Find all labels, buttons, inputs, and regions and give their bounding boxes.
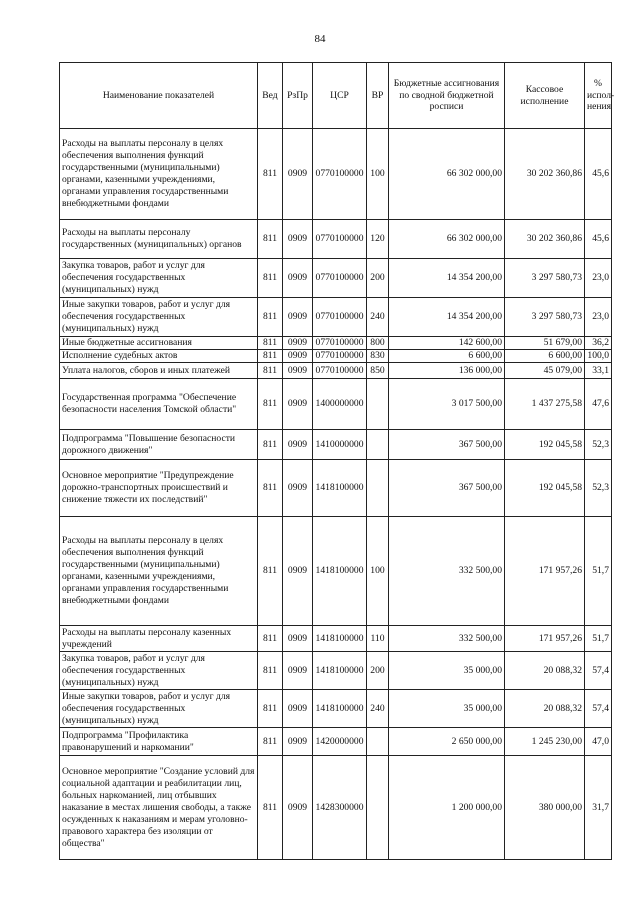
cell-ved: 811 <box>258 652 283 690</box>
cell-budget: 14 354 200,00 <box>389 298 505 337</box>
cell-rzpr: 0909 <box>283 517 313 626</box>
cell-name: Основное мероприятие "Создание условий для социальной адаптации и реабилитации лиц, больных наркоманией, лиц отбывших наказание в местах лишения свободы, а также осужденных к наказаниям и мерам уголовно-правового характера без изоляции от общества" <box>60 756 258 860</box>
cell-vr: 120 <box>367 220 389 259</box>
header-ved: Вед <box>258 63 283 129</box>
cell-name: Расходы на выплаты персоналу казенных учреждений <box>60 626 258 652</box>
cell-csr: 0770100000 <box>313 259 367 298</box>
cell-name: Государственная программа "Обеспечение безопасности населения Томской области" <box>60 379 258 430</box>
cell-ved: 811 <box>258 728 283 756</box>
table-row <box>60 220 612 259</box>
cell-pct: 57,4 <box>585 690 612 728</box>
cell-pct: 36,2 <box>585 337 612 350</box>
cell-vr <box>367 379 389 430</box>
header-pct: % испол-нения <box>585 63 612 129</box>
cell-csr: 1428300000 <box>313 756 367 860</box>
cell-rzpr: 0909 <box>283 363 313 379</box>
cell-pct: 100,0 <box>585 350 612 363</box>
cell-cash: 1 437 275,58 <box>505 379 585 430</box>
cell-rzpr: 0909 <box>283 430 313 460</box>
cell-cash: 45 079,00 <box>505 363 585 379</box>
page-number: 84 <box>314 33 326 45</box>
cell-csr: 1420000000 <box>313 728 367 756</box>
table-header-row <box>60 63 612 129</box>
cell-ved: 811 <box>258 379 283 430</box>
cell-csr: 1418100000 <box>313 626 367 652</box>
cell-budget: 2 650 000,00 <box>389 728 505 756</box>
cell-cash: 192 045,58 <box>505 430 585 460</box>
cell-vr <box>367 430 389 460</box>
header-vr: ВР <box>367 63 389 129</box>
cell-vr <box>367 756 389 860</box>
table-row <box>60 363 612 379</box>
cell-name: Подпрограмма "Профилактика правонарушений и наркомании" <box>60 728 258 756</box>
cell-rzpr: 0909 <box>283 259 313 298</box>
cell-csr: 0770100000 <box>313 129 367 220</box>
cell-pct: 47,0 <box>585 728 612 756</box>
cell-vr: 830 <box>367 350 389 363</box>
cell-rzpr: 0909 <box>283 728 313 756</box>
cell-cash: 20 088,32 <box>505 690 585 728</box>
cell-rzpr: 0909 <box>283 652 313 690</box>
cell-budget: 35 000,00 <box>389 652 505 690</box>
cell-cash: 380 000,00 <box>505 756 585 860</box>
cell-ved: 811 <box>258 220 283 259</box>
cell-vr <box>367 460 389 517</box>
cell-cash: 1 245 230,00 <box>505 728 585 756</box>
cell-name: Расходы на выплаты персоналу в целях обеспечения выполнения функций государственными (муниципальными) органами, казенными учреждениями, органами управления государственными внебюджетными фондами <box>60 129 258 220</box>
cell-csr: 0770100000 <box>313 350 367 363</box>
table-row <box>60 756 612 860</box>
cell-cash: 20 088,32 <box>505 652 585 690</box>
cell-rzpr: 0909 <box>283 129 313 220</box>
cell-vr: 200 <box>367 259 389 298</box>
cell-pct: 51,7 <box>585 517 612 626</box>
cell-ved: 811 <box>258 460 283 517</box>
cell-pct: 23,0 <box>585 259 612 298</box>
cell-rzpr: 0909 <box>283 626 313 652</box>
cell-rzpr: 0909 <box>283 379 313 430</box>
table-row <box>60 259 612 298</box>
cell-csr: 1418100000 <box>313 652 367 690</box>
cell-pct: 51,7 <box>585 626 612 652</box>
cell-cash: 192 045,58 <box>505 460 585 517</box>
cell-ved: 811 <box>258 363 283 379</box>
cell-pct: 45,6 <box>585 220 612 259</box>
cell-vr: 110 <box>367 626 389 652</box>
table-row <box>60 350 612 363</box>
cell-rzpr: 0909 <box>283 756 313 860</box>
cell-cash: 3 297 580,73 <box>505 259 585 298</box>
cell-csr: 1418100000 <box>313 690 367 728</box>
cell-ved: 811 <box>258 129 283 220</box>
cell-rzpr: 0909 <box>283 460 313 517</box>
cell-name: Расходы на выплаты персоналу в целях обеспечения выполнения функций государственными (муниципальными) органами, казенными учреждениями, органами управления государственными внебюджетными фондами <box>60 517 258 626</box>
cell-ved: 811 <box>258 259 283 298</box>
cell-vr: 100 <box>367 129 389 220</box>
cell-budget: 1 200 000,00 <box>389 756 505 860</box>
header-cash: Кассовое исполнение <box>505 63 585 129</box>
table-row <box>60 379 612 430</box>
table-row <box>60 517 612 626</box>
cell-csr: 1418100000 <box>313 517 367 626</box>
cell-budget: 367 500,00 <box>389 430 505 460</box>
cell-rzpr: 0909 <box>283 337 313 350</box>
cell-pct: 52,3 <box>585 460 612 517</box>
cell-budget: 66 302 000,00 <box>389 129 505 220</box>
cell-cash: 3 297 580,73 <box>505 298 585 337</box>
cell-vr: 240 <box>367 690 389 728</box>
cell-budget: 35 000,00 <box>389 690 505 728</box>
cell-pct: 23,0 <box>585 298 612 337</box>
cell-name: Исполнение судебных актов <box>60 350 258 363</box>
table-row <box>60 298 612 337</box>
table-row <box>60 652 612 690</box>
cell-ved: 811 <box>258 690 283 728</box>
cell-cash: 30 202 360,86 <box>505 220 585 259</box>
cell-pct: 33,1 <box>585 363 612 379</box>
cell-pct: 52,3 <box>585 430 612 460</box>
cell-ved: 811 <box>258 298 283 337</box>
cell-budget: 6 600,00 <box>389 350 505 363</box>
cell-name: Подпрограмма "Повышение безопасности дорожного движения" <box>60 430 258 460</box>
table-row <box>60 430 612 460</box>
cell-cash: 6 600,00 <box>505 350 585 363</box>
cell-ved: 811 <box>258 337 283 350</box>
table-row <box>60 728 612 756</box>
cell-csr: 1410000000 <box>313 430 367 460</box>
header-name: Наименование показателей <box>60 63 258 129</box>
cell-csr: 1418100000 <box>313 460 367 517</box>
cell-budget: 3 017 500,00 <box>389 379 505 430</box>
cell-name: Закупка товаров, работ и услуг для обеспечения государственных (муниципальных) нужд <box>60 259 258 298</box>
cell-budget: 367 500,00 <box>389 460 505 517</box>
cell-name: Иные закупки товаров, работ и услуг для обеспечения государственных (муниципальных) нужд <box>60 298 258 337</box>
cell-csr: 0770100000 <box>313 337 367 350</box>
cell-budget: 332 500,00 <box>389 626 505 652</box>
header-csr: ЦСР <box>313 63 367 129</box>
cell-name: Уплата налогов, сборов и иных платежей <box>60 363 258 379</box>
header-budget: Бюджетные ассигнования по сводной бюджетной росписи <box>389 63 505 129</box>
cell-rzpr: 0909 <box>283 690 313 728</box>
table-row <box>60 337 612 350</box>
header-rzpr: РзПр <box>283 63 313 129</box>
cell-vr: 240 <box>367 298 389 337</box>
cell-vr: 850 <box>367 363 389 379</box>
cell-rzpr: 0909 <box>283 350 313 363</box>
cell-pct: 47,6 <box>585 379 612 430</box>
cell-name: Расходы на выплаты персоналу государственных (муниципальных) органов <box>60 220 258 259</box>
cell-pct: 45,6 <box>585 129 612 220</box>
cell-budget: 136 000,00 <box>389 363 505 379</box>
cell-ved: 811 <box>258 350 283 363</box>
cell-cash: 171 957,26 <box>505 626 585 652</box>
cell-ved: 811 <box>258 430 283 460</box>
cell-vr <box>367 728 389 756</box>
cell-vr: 200 <box>367 652 389 690</box>
cell-cash: 51 679,00 <box>505 337 585 350</box>
cell-vr: 800 <box>367 337 389 350</box>
table-row <box>60 129 612 220</box>
cell-pct: 31,7 <box>585 756 612 860</box>
cell-rzpr: 0909 <box>283 220 313 259</box>
cell-budget: 14 354 200,00 <box>389 259 505 298</box>
cell-vr: 100 <box>367 517 389 626</box>
table-row <box>60 690 612 728</box>
cell-name: Основное мероприятие "Предупреждение дорожно-транспортных происшествий и снижение тяжести их последствий" <box>60 460 258 517</box>
cell-budget: 332 500,00 <box>389 517 505 626</box>
cell-ved: 811 <box>258 626 283 652</box>
cell-budget: 142 600,00 <box>389 337 505 350</box>
cell-csr: 0770100000 <box>313 298 367 337</box>
cell-csr: 0770100000 <box>313 220 367 259</box>
cell-budget: 66 302 000,00 <box>389 220 505 259</box>
table-row <box>60 626 612 652</box>
cell-pct: 57,4 <box>585 652 612 690</box>
cell-csr: 0770100000 <box>313 363 367 379</box>
cell-ved: 811 <box>258 756 283 860</box>
cell-name: Иные бюджетные ассигнования <box>60 337 258 350</box>
cell-cash: 30 202 360,86 <box>505 129 585 220</box>
cell-name: Иные закупки товаров, работ и услуг для обеспечения государственных (муниципальных) нужд <box>60 690 258 728</box>
cell-ved: 811 <box>258 517 283 626</box>
cell-name: Закупка товаров, работ и услуг для обеспечения государственных (муниципальных) нужд <box>60 652 258 690</box>
cell-rzpr: 0909 <box>283 298 313 337</box>
table-row <box>60 460 612 517</box>
budget-table <box>59 62 615 860</box>
cell-cash: 171 957,26 <box>505 517 585 626</box>
cell-csr: 1400000000 <box>313 379 367 430</box>
